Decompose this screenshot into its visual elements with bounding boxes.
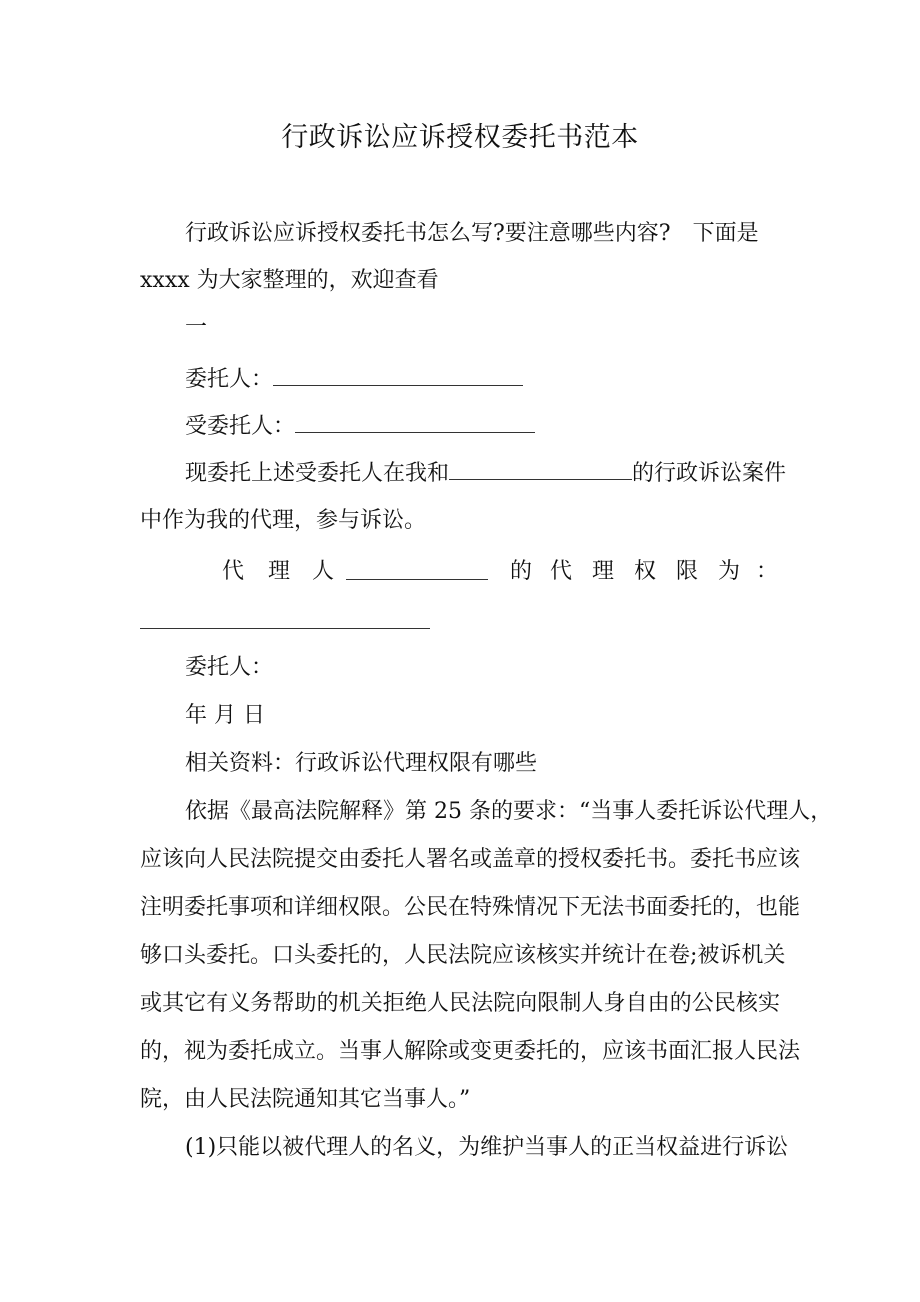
- authority-scope-blank[interactable]: [140, 627, 430, 629]
- entrust-text-pre: 现委托上述受委托人在我和: [185, 461, 450, 486]
- para1-line-0: 依据《最高法院解释》第 25 条的要求：“当事人委托诉讼代理人，: [185, 799, 833, 824]
- section-dash: 一: [185, 315, 208, 340]
- entrust-line-1: [185, 459, 786, 489]
- para1-line-6: 院，由人民法院通知其它当事人。”: [140, 1087, 471, 1112]
- authority-tail-6: ：: [756, 559, 779, 584]
- principal-field: [185, 365, 523, 395]
- para1-line-2: 注明委托事项和详细权限。公民在特殊情况下无法书面委托的，也能: [140, 895, 801, 920]
- entrust-line-2: 中作为我的代理，参与诉讼。: [140, 508, 427, 533]
- document-title: 行政诉讼应诉授权委托书范本: [281, 122, 639, 153]
- para1-line-4: 或其它有义务帮助的机关拒绝人民法院向限制人身自由的公民核实: [140, 991, 780, 1016]
- opponent-blank[interactable]: [449, 459, 632, 480]
- authority-tail-0: 的: [510, 559, 533, 584]
- authority-word-1: 理: [268, 559, 291, 584]
- date-label: 年 月 日: [185, 703, 265, 728]
- agent-field: [185, 412, 535, 442]
- entrust-text-post: 的行政诉讼案件: [632, 461, 787, 486]
- authority-tail-1: 代: [550, 559, 573, 584]
- para1-line-3: 够口头委托。口头委托的，人民法院应该核实并统计在卷;被诉机关: [140, 943, 786, 968]
- agent-name-blank[interactable]: [346, 578, 488, 580]
- principal-label: 委托人：: [185, 367, 274, 392]
- intro-line-1: 行政诉讼应诉授权委托书怎么写?要注意哪些内容? 下面是: [185, 221, 759, 246]
- agent-label: 受委托人：: [185, 414, 296, 439]
- authority-tail-5: 为: [718, 559, 741, 584]
- sign-label: 委托人：: [185, 655, 274, 680]
- intro-line-2: xxxx 为大家整理的，欢迎查看: [140, 268, 439, 293]
- para1-line-5: 的，视为委托成立。当事人解除或变更委托的，应该书面汇报人民法: [140, 1039, 801, 1064]
- authority-tail-3: 权: [634, 559, 657, 584]
- authority-tail-4: 限: [676, 559, 699, 584]
- agent-blank[interactable]: [295, 412, 535, 433]
- para1-line-1: 应该向人民法院提交由委托人署名或盖章的授权委托书。委托书应该: [140, 847, 801, 872]
- authority-word-0: 代: [222, 559, 245, 584]
- authority-word-2: 人: [312, 559, 335, 584]
- para2-line-0: (1)只能以被代理人的名义，为维护当事人的正当权益进行诉讼: [185, 1135, 789, 1160]
- related-heading: 相关资料：行政诉讼代理权限有哪些: [185, 751, 538, 776]
- authority-tail-2: 理: [592, 559, 615, 584]
- principal-blank[interactable]: [273, 365, 523, 386]
